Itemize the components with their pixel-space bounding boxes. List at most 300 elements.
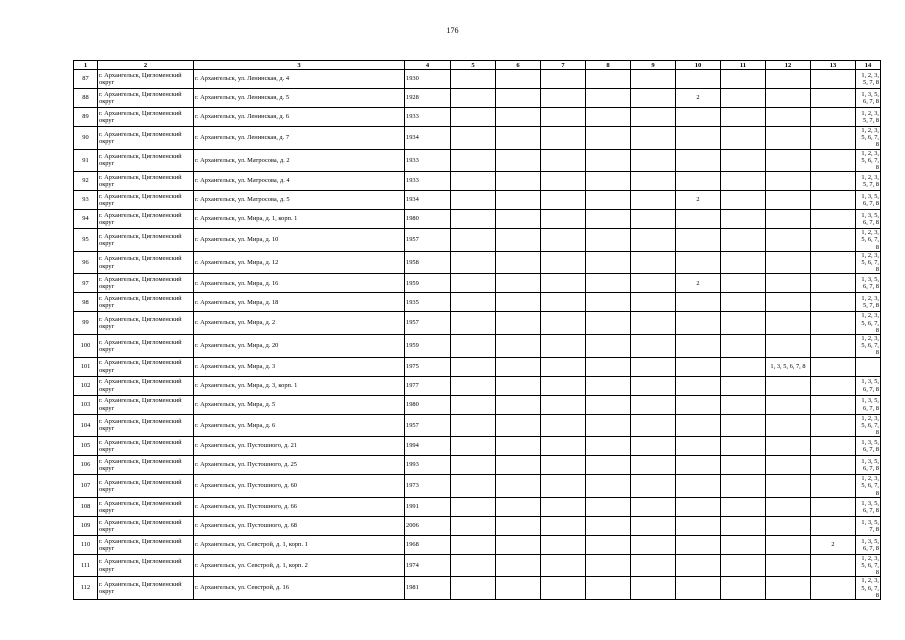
col10-cell <box>676 335 721 358</box>
year-cell: 1930 <box>405 70 451 89</box>
col10-cell <box>676 516 721 535</box>
col12-cell <box>766 149 811 172</box>
col6-cell <box>496 535 541 554</box>
address-cell: г. Архангельск, ул. Севстрой, д. 1, корп. 2 <box>194 554 405 577</box>
col5-cell <box>451 172 496 191</box>
col6-cell <box>496 293 541 312</box>
col6-cell <box>496 127 541 150</box>
col14-cell: 1, 3, 5, 6, 7, 8 <box>856 191 881 210</box>
address-cell: г. Архангельск, ул. Пустошного, д. 60 <box>194 475 405 498</box>
col9-cell <box>631 312 676 335</box>
table-row <box>74 535 881 554</box>
col5-cell <box>451 475 496 498</box>
col5-cell <box>451 437 496 456</box>
col14-cell: 1, 2, 3, 5, 6, 7, 8 <box>856 335 881 358</box>
col7-cell <box>541 437 586 456</box>
address-cell: г. Архангельск, ул. Мира, д. 16 <box>194 274 405 293</box>
year-cell: 1957 <box>405 312 451 335</box>
col6-cell <box>496 376 541 395</box>
column-header-6: 6 <box>496 61 541 70</box>
col12-cell <box>766 293 811 312</box>
row-number-cell: 89 <box>74 108 98 127</box>
col12-cell <box>766 312 811 335</box>
col6-cell <box>496 437 541 456</box>
table-row <box>74 475 881 498</box>
year-cell: 1993 <box>405 456 451 475</box>
col9-cell <box>631 437 676 456</box>
col6-cell <box>496 172 541 191</box>
col11-cell <box>721 70 766 89</box>
col11-cell <box>721 251 766 274</box>
col11-cell <box>721 293 766 312</box>
col8-cell <box>586 274 631 293</box>
col5-cell <box>451 376 496 395</box>
year-cell: 1968 <box>405 535 451 554</box>
col14-cell: 1, 2, 3, 5, 6, 7, 8 <box>856 127 881 150</box>
col12-cell <box>766 516 811 535</box>
col13-cell <box>811 335 856 358</box>
col8-cell <box>586 108 631 127</box>
col10-cell <box>676 395 721 414</box>
col9-cell <box>631 577 676 600</box>
col5-cell <box>451 70 496 89</box>
col9-cell <box>631 554 676 577</box>
district-cell: г. Архангельск, Цигломенский округ <box>98 149 194 172</box>
row-number-cell: 94 <box>74 210 98 229</box>
col14-cell: 1, 2, 3, 5, 6, 7, 8 <box>856 229 881 252</box>
col14-cell: 1, 3, 5, 6, 7, 8 <box>856 274 881 293</box>
column-header-4: 4 <box>405 61 451 70</box>
col14-cell: 1, 2, 3, 5, 7, 8 <box>856 70 881 89</box>
col5-cell <box>451 274 496 293</box>
address-cell: г. Архангельск, ул. Мира, д. 2 <box>194 312 405 335</box>
district-cell: г. Архангельск, Цигломенский округ <box>98 475 194 498</box>
col14-cell: 1, 2, 3, 5, 6, 7, 8 <box>856 554 881 577</box>
col10-cell <box>676 229 721 252</box>
col9-cell <box>631 395 676 414</box>
col14-cell: 1, 3, 5, 6, 7, 8 <box>856 497 881 516</box>
col5-cell <box>451 312 496 335</box>
year-cell: 2006 <box>405 516 451 535</box>
col5-cell <box>451 108 496 127</box>
year-cell: 1977 <box>405 376 451 395</box>
col13-cell <box>811 357 856 376</box>
year-cell: 1980 <box>405 395 451 414</box>
year-cell: 1975 <box>405 357 451 376</box>
col12-cell <box>766 251 811 274</box>
col9-cell <box>631 376 676 395</box>
col7-cell <box>541 70 586 89</box>
col13-cell <box>811 475 856 498</box>
table-row <box>74 577 881 600</box>
col11-cell <box>721 89 766 108</box>
col5-cell <box>451 554 496 577</box>
col7-cell <box>541 191 586 210</box>
col11-cell <box>721 149 766 172</box>
year-cell: 1973 <box>405 475 451 498</box>
col14-cell: 1, 2, 3, 5, 7, 8 <box>856 172 881 191</box>
col13-cell <box>811 293 856 312</box>
address-cell: г. Архангельск, ул. Мира, д. 3 <box>194 357 405 376</box>
col12-cell <box>766 414 811 437</box>
col9-cell <box>631 535 676 554</box>
col9-cell <box>631 497 676 516</box>
col8-cell <box>586 149 631 172</box>
address-cell: г. Архангельск, ул. Пустошного, д. 68 <box>194 516 405 535</box>
row-number-cell: 98 <box>74 293 98 312</box>
table-row <box>74 108 881 127</box>
col12-cell <box>766 335 811 358</box>
col8-cell <box>586 475 631 498</box>
col9-cell <box>631 210 676 229</box>
col10-cell <box>676 108 721 127</box>
col13-cell <box>811 437 856 456</box>
address-cell: г. Архангельск, ул. Матросова, д. 2 <box>194 149 405 172</box>
table-row <box>74 229 881 252</box>
col6-cell <box>496 395 541 414</box>
col8-cell <box>586 293 631 312</box>
col10-cell <box>676 437 721 456</box>
table-row <box>74 357 881 376</box>
col9-cell <box>631 475 676 498</box>
header-row <box>74 61 881 70</box>
col6-cell <box>496 475 541 498</box>
col10-cell <box>676 577 721 600</box>
col9-cell <box>631 357 676 376</box>
col8-cell <box>586 414 631 437</box>
address-cell: г. Архангельск, ул. Севстрой, д. 16 <box>194 577 405 600</box>
col12-cell <box>766 127 811 150</box>
col10-cell <box>676 414 721 437</box>
col5-cell <box>451 335 496 358</box>
district-cell: г. Архангельск, Цигломенский округ <box>98 395 194 414</box>
col6-cell <box>496 456 541 475</box>
col8-cell <box>586 172 631 191</box>
col11-cell <box>721 437 766 456</box>
col7-cell <box>541 475 586 498</box>
col10-cell <box>676 210 721 229</box>
col11-cell <box>721 229 766 252</box>
col8-cell <box>586 210 631 229</box>
col7-cell <box>541 414 586 437</box>
col11-cell <box>721 554 766 577</box>
col8-cell <box>586 577 631 600</box>
row-number-cell: 102 <box>74 376 98 395</box>
col7-cell <box>541 89 586 108</box>
district-cell: г. Архангельск, Цигломенский округ <box>98 274 194 293</box>
district-cell: г. Архангельск, Цигломенский округ <box>98 172 194 191</box>
row-number-cell: 101 <box>74 357 98 376</box>
col11-cell <box>721 475 766 498</box>
col13-cell <box>811 210 856 229</box>
col6-cell <box>496 108 541 127</box>
col12-cell <box>766 497 811 516</box>
col10-cell: 2 <box>676 89 721 108</box>
col10-cell <box>676 251 721 274</box>
year-cell: 1933 <box>405 149 451 172</box>
address-cell: г. Архангельск, ул. Ленинская, д. 7 <box>194 127 405 150</box>
col11-cell <box>721 516 766 535</box>
col8-cell <box>586 535 631 554</box>
col12-cell <box>766 475 811 498</box>
year-cell: 1991 <box>405 497 451 516</box>
col5-cell <box>451 497 496 516</box>
row-number-cell: 97 <box>74 274 98 293</box>
address-cell: г. Архангельск, ул. Мира, д. 5 <box>194 395 405 414</box>
col6-cell <box>496 274 541 293</box>
col6-cell <box>496 516 541 535</box>
col9-cell <box>631 251 676 274</box>
year-cell: 1959 <box>405 335 451 358</box>
col13-cell <box>811 149 856 172</box>
col6-cell <box>496 210 541 229</box>
col12-cell <box>766 191 811 210</box>
col13-cell <box>811 70 856 89</box>
col9-cell <box>631 127 676 150</box>
district-cell: г. Архангельск, Цигломенский округ <box>98 293 194 312</box>
col12-cell <box>766 376 811 395</box>
col14-cell: 1, 3, 5, 6, 7, 8 <box>856 535 881 554</box>
col7-cell <box>541 274 586 293</box>
col13-cell <box>811 89 856 108</box>
col10-cell <box>676 376 721 395</box>
address-cell: г. Архангельск, ул. Мира, д. 20 <box>194 335 405 358</box>
row-number-cell: 96 <box>74 251 98 274</box>
col10-cell <box>676 357 721 376</box>
year-cell: 1934 <box>405 127 451 150</box>
district-cell: г. Архангельск, Цигломенский округ <box>98 414 194 437</box>
column-header-14: 14 <box>856 61 881 70</box>
table-row <box>74 251 881 274</box>
col7-cell <box>541 376 586 395</box>
year-cell: 1933 <box>405 172 451 191</box>
col8-cell <box>586 456 631 475</box>
district-cell: г. Архангельск, Цигломенский округ <box>98 376 194 395</box>
address-cell: г. Архангельск, ул. Севстрой, д. 1, корп. 1 <box>194 535 405 554</box>
col14-cell: 1, 3, 5, 6, 7, 8 <box>856 395 881 414</box>
district-cell: г. Архангельск, Цигломенский округ <box>98 497 194 516</box>
table-row <box>74 516 881 535</box>
col14-cell: 1, 2, 3, 5, 6, 7, 8 <box>856 251 881 274</box>
district-cell: г. Архангельск, Цигломенский округ <box>98 210 194 229</box>
col6-cell <box>496 89 541 108</box>
row-number-cell: 106 <box>74 456 98 475</box>
col12-cell <box>766 108 811 127</box>
table-row <box>74 554 881 577</box>
col10-cell <box>676 312 721 335</box>
col14-cell: 1, 3, 5, 6, 7, 8 <box>856 376 881 395</box>
table-row <box>74 191 881 210</box>
table-row <box>74 456 881 475</box>
col8-cell <box>586 251 631 274</box>
col10-cell: 2 <box>676 191 721 210</box>
col7-cell <box>541 516 586 535</box>
col8-cell <box>586 376 631 395</box>
col7-cell <box>541 497 586 516</box>
col13-cell <box>811 191 856 210</box>
table-row <box>74 437 881 456</box>
col7-cell <box>541 172 586 191</box>
col6-cell <box>496 554 541 577</box>
col12-cell <box>766 172 811 191</box>
col8-cell <box>586 312 631 335</box>
row-number-cell: 105 <box>74 437 98 456</box>
year-cell: 1980 <box>405 210 451 229</box>
col6-cell <box>496 414 541 437</box>
col8-cell <box>586 516 631 535</box>
col7-cell <box>541 335 586 358</box>
address-cell: г. Архангельск, ул. Матросова, д. 4 <box>194 172 405 191</box>
row-number-cell: 111 <box>74 554 98 577</box>
col8-cell <box>586 191 631 210</box>
district-cell: г. Архангельск, Цигломенский округ <box>98 229 194 252</box>
col10-cell <box>676 456 721 475</box>
col9-cell <box>631 516 676 535</box>
address-cell: г. Архангельск, ул. Пустошного, д. 21 <box>194 437 405 456</box>
col7-cell <box>541 108 586 127</box>
col13-cell <box>811 108 856 127</box>
year-cell: 1974 <box>405 554 451 577</box>
col11-cell <box>721 274 766 293</box>
row-number-cell: 92 <box>74 172 98 191</box>
col6-cell <box>496 191 541 210</box>
year-cell: 1957 <box>405 229 451 252</box>
district-cell: г. Архангельск, Цигломенский округ <box>98 456 194 475</box>
column-header-13: 13 <box>811 61 856 70</box>
col14-cell: 1, 3, 5, 6, 7, 8 <box>856 456 881 475</box>
address-cell: г. Архангельск, ул. Мира, д. 6 <box>194 414 405 437</box>
col6-cell <box>496 70 541 89</box>
col9-cell <box>631 456 676 475</box>
col9-cell <box>631 335 676 358</box>
column-header-2: 2 <box>98 61 194 70</box>
col6-cell <box>496 149 541 172</box>
col5-cell <box>451 516 496 535</box>
col12-cell <box>766 456 811 475</box>
col10-cell <box>676 172 721 191</box>
col5-cell <box>451 293 496 312</box>
col14-cell: 1, 2, 3, 5, 6, 7, 8 <box>856 414 881 437</box>
col8-cell <box>586 497 631 516</box>
district-cell: г. Архангельск, Цигломенский округ <box>98 554 194 577</box>
year-cell: 1928 <box>405 89 451 108</box>
col9-cell <box>631 191 676 210</box>
col7-cell <box>541 127 586 150</box>
col11-cell <box>721 456 766 475</box>
col12-cell <box>766 210 811 229</box>
column-header-9: 9 <box>631 61 676 70</box>
table-row <box>74 395 881 414</box>
col13-cell <box>811 229 856 252</box>
year-cell: 1934 <box>405 191 451 210</box>
year-cell: 1957 <box>405 414 451 437</box>
col12-cell <box>766 395 811 414</box>
column-header-10: 10 <box>676 61 721 70</box>
col6-cell <box>496 357 541 376</box>
table-row <box>74 210 881 229</box>
col13-cell <box>811 376 856 395</box>
col10-cell <box>676 497 721 516</box>
row-number-cell: 87 <box>74 70 98 89</box>
address-cell: г. Архангельск, ул. Мира, д. 3, корп. 1 <box>194 376 405 395</box>
col10-cell <box>676 127 721 150</box>
row-number-cell: 93 <box>74 191 98 210</box>
address-cell: г. Архангельск, ул. Мира, д. 10 <box>194 229 405 252</box>
col9-cell <box>631 108 676 127</box>
col11-cell <box>721 172 766 191</box>
column-header-11: 11 <box>721 61 766 70</box>
address-cell: г. Архангельск, ул. Мира, д. 18 <box>194 293 405 312</box>
col10-cell <box>676 293 721 312</box>
col8-cell <box>586 335 631 358</box>
col12-cell <box>766 89 811 108</box>
row-number-cell: 99 <box>74 312 98 335</box>
district-cell: г. Архангельск, Цигломенский округ <box>98 127 194 150</box>
col5-cell <box>451 229 496 252</box>
table-row <box>74 89 881 108</box>
col10-cell <box>676 554 721 577</box>
col8-cell <box>586 127 631 150</box>
col7-cell <box>541 554 586 577</box>
district-cell: г. Архангельск, Цигломенский округ <box>98 357 194 376</box>
col11-cell <box>721 577 766 600</box>
col13-cell <box>811 395 856 414</box>
year-cell: 1994 <box>405 437 451 456</box>
district-cell: г. Архангельск, Цигломенский округ <box>98 437 194 456</box>
col5-cell <box>451 535 496 554</box>
col13-cell <box>811 456 856 475</box>
col9-cell <box>631 274 676 293</box>
table-row <box>74 172 881 191</box>
table-row <box>74 414 881 437</box>
address-cell: г. Архангельск, ул. Пустошного, д. 66 <box>194 497 405 516</box>
col14-cell: 1, 3, 5, 6, 7, 8 <box>856 210 881 229</box>
district-cell: г. Архангельск, Цигломенский округ <box>98 108 194 127</box>
col9-cell <box>631 229 676 252</box>
district-cell: г. Архангельск, Цигломенский округ <box>98 535 194 554</box>
col5-cell <box>451 395 496 414</box>
district-cell: г. Архангельск, Цигломенский округ <box>98 70 194 89</box>
col13-cell <box>811 554 856 577</box>
col5-cell <box>451 414 496 437</box>
col14-cell: 1, 2, 3, 5, 6, 7, 8 <box>856 577 881 600</box>
address-cell: г. Архангельск, ул. Ленинская, д. 6 <box>194 108 405 127</box>
row-number-cell: 110 <box>74 535 98 554</box>
col7-cell <box>541 149 586 172</box>
col10-cell <box>676 535 721 554</box>
col5-cell <box>451 149 496 172</box>
col7-cell <box>541 312 586 335</box>
col14-cell: 1, 2, 3, 5, 6, 7, 8 <box>856 149 881 172</box>
address-cell: г. Архангельск, ул. Матросова, д. 5 <box>194 191 405 210</box>
year-cell: 1935 <box>405 293 451 312</box>
district-cell: г. Архангельск, Цигломенский округ <box>98 577 194 600</box>
col5-cell <box>451 456 496 475</box>
col7-cell <box>541 456 586 475</box>
col8-cell <box>586 229 631 252</box>
col14-cell: 1, 3, 5, 6, 7, 8 <box>856 437 881 456</box>
col12-cell <box>766 554 811 577</box>
column-header-12: 12 <box>766 61 811 70</box>
row-number-cell: 91 <box>74 149 98 172</box>
row-number-cell: 112 <box>74 577 98 600</box>
col14-cell: 1, 2, 3, 5, 6, 7, 8 <box>856 312 881 335</box>
col5-cell <box>451 577 496 600</box>
col6-cell <box>496 312 541 335</box>
row-number-cell: 95 <box>74 229 98 252</box>
column-header-7: 7 <box>541 61 586 70</box>
col11-cell <box>721 191 766 210</box>
